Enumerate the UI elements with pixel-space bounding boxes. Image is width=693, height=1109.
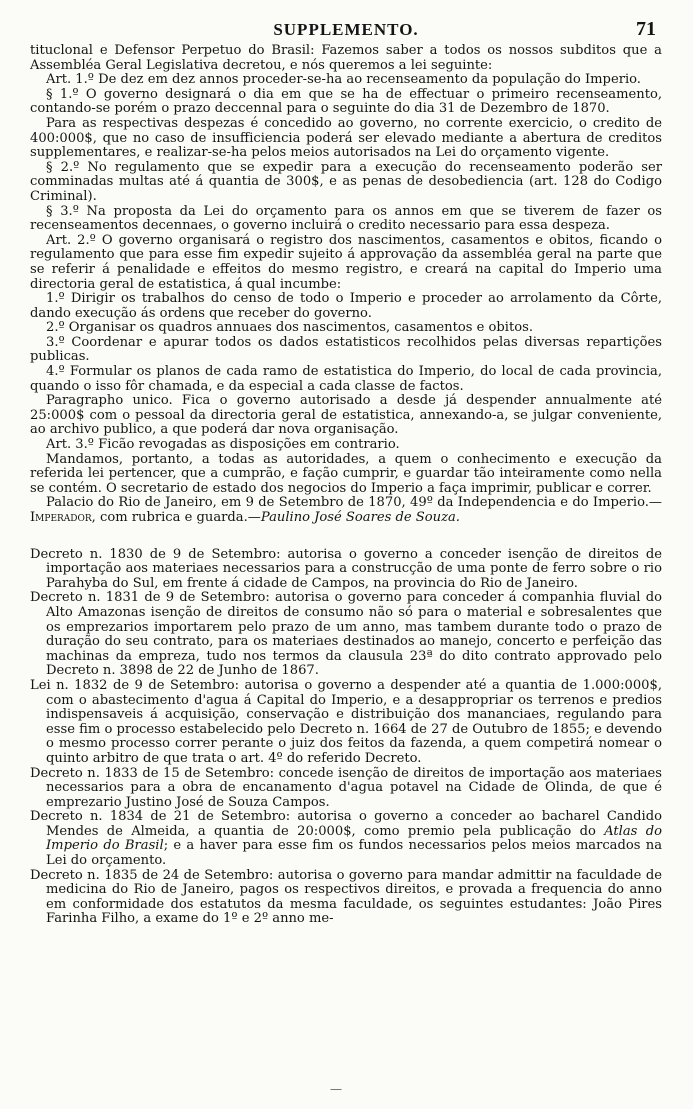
law-paragraph: tituclonal e Defensor Perpetuo do Brasil: Fazemos saber a todos os nossos subditos que a Assembléa Geral Legislativa decretou, e nós queremos a lei seguinte: <box>30 43 662 73</box>
footer-mark: — <box>330 1082 342 1096</box>
law-paragraph: Paragrapho unico. Fica o governo autorisado a desde já despender annualmente até 25:000$ com o pessoal da directoria geral de estatistica, annexando-a, se julgar conveniente, ao archivo publico, a que poderá dar nova organisação. <box>30 393 662 438</box>
signature-minister: Paulino José Soares de Souza. <box>260 510 460 525</box>
decree-entry: Decreto n. 1835 de 24 de Setembro: autorisa o governo para mandar admittir na faculdade de medicina do Rio de Janeiro, pagos os respectivos direitos, e provada a frequencia do anno em conformidade dos estatutos da mesma faculdade, os seguintes estudantes: João Pires Farinha Filho, a exame do 1º e 2º anno me- <box>30 867 662 927</box>
document-page <box>30 18 662 927</box>
law-article: Art. 3.º Ficão revogadas as disposições em contrario. <box>46 437 400 453</box>
law-paragraph: § 2.º No regulamento que se expedir para a execução do recenseamento poderão ser comminadas multas até á quantia de 300$, e as penas de desobediencia (art. 128 do Codigo Criminal). <box>30 159 662 204</box>
decree-list <box>30 548 662 927</box>
decree-text: ; e a haver para esse fim os fundos necessarios pelos meios marcados na Lei do orçamento. <box>46 838 663 869</box>
decree-title-italic: Atlas do Imperio do Brasil <box>46 823 662 854</box>
running-title: SUPPLEMENTO. <box>273 20 419 39</box>
law-paragraph: § 1.º O governo designará o dia em que se ha de effectuar o primeiro recenseamento, contando-se porém o prazo deccennal para o seguinte do dia 31 de Dezembro de 1870. <box>30 86 662 117</box>
law-text <box>30 44 662 526</box>
law-item: 3.º Coordenar e apurar todos os dados estatisticos recolhidos pelas diversas repartições publicas. <box>30 334 662 365</box>
law-signature <box>30 496 662 525</box>
decree-entry <box>30 810 662 868</box>
signature-middle: , com rubrica e guarda.— <box>91 510 261 525</box>
decree-entry: Lei n. 1832 de 9 de Setembro: autorisa o governo a despender até a quantia de 1.000:000$, com o abastecimento d'agua á Capital do Imperio, e a desappropriar os terrenos e predios indispensaveis á acquisição, conservação e distribuição dos mananciaes, regulando para esse fim o processo estabelecido pelo Decreto n. 1664 de 27 de Outubro de 1855; e devendo o mesmo processo correr perante o juiz dos feitos da fazenda, a quem competirá nomear o quinto arbitro de que trata o art. 4º do referido Decreto. <box>30 677 662 766</box>
page-number: 71 <box>636 18 656 40</box>
law-paragraph: Mandamos, portanto, a todas as autoridades, a quem o conhecimento e execução da referida lei pertencer, que a cumprão, e fação cumprir, e guardar tão inteiramente como nella se contém. O secretario de estado dos negocios do Imperio a faça imprimir, publicar e correr. <box>30 451 662 496</box>
signature-emperor: Imperador <box>30 510 92 525</box>
decree-entry: Decreto n. 1833 de 15 de Setembro: concede isenção de direitos de importação aos materiaes necessarios para a obra de encanamento d'agua potavel na Cidade de Olinda, de que é emprezario Justino José de Souza Campos. <box>30 765 662 810</box>
law-item: 2.º Organisar os quadros annuaes dos nascimentos, casamentos e obitos. <box>46 320 533 336</box>
decree-entry: Decreto n. 1831 de 9 de Setembro: autorisa o governo para conceder á companhia fluvial do Alto Amazonas isenção de direitos de consumo não só para o material e sobresalentes que os emprezarios importarem pelo prazo de um anno, mas tambem durante todo o prazo de duração do seu contrato, para os materiaes destinados ao manejo, concerto e perfeição das machinas da empreza, tudo nos termos da clausula 23ª do dito contrato approvado pelo Decreto n. 3898 de 22 de Junho de 1867. <box>30 590 662 679</box>
law-article: Art. 2.º O governo organisará o registro dos nascimentos, casamentos e obitos, ficando o regulamento que para esse fim expedir sujeito á approvação da assembléa geral na parte que se referir á penalidade e effeitos do mesmo registro, e creará na capital do Imperio uma directoria geral de estatistica, á qual incumbe: <box>30 232 662 292</box>
decree-text: Decreto n. 1834 de 21 de Setembro: autorisa o governo a conceder ao bacharel Candido Mendes de Almeida, a quantia de 20:000$, como premio pela publicação do <box>30 809 662 839</box>
page-header <box>30 18 662 44</box>
law-paragraph: § 3.º Na proposta da Lei do orçamento para os annos em que se tiverem de fazer os recenseamentos decennaes, o governo incluirá o credito necessario para essa despeza. <box>30 203 662 234</box>
decree-entry: Decreto n. 1830 de 9 de Setembro: autorisa o governo a conceder isenção de direitos de importação aos materiaes necessarios para a construcção de uma ponte de ferro sobre o rio Parahyba do Sul, em frente á cidade de Campos, na provincia do Rio de Janeiro. <box>30 546 662 591</box>
law-item: 1.º Dirigir os trabalhos do censo de todo o Imperio e proceder ao arrolamento da Côrte, dando execução ás ordens que receber do governo. <box>30 291 662 321</box>
law-item: 4.º Formular os planos de cada ramo de estatistica do Imperio, do local de cada provincia, quando o isso fôr chamada, e da especial a cada classe de factos. <box>30 364 662 394</box>
law-paragraph: Para as respectivas despezas é concedido ao governo, no corrente exercicio, o credito de 400:000$, que no caso de insufficiencia poderá ser elevado mediante a abertura de creditos supplementares, e realizar-se-ha pelos meios autorisados na Lei do orçamento vigente. <box>30 115 662 161</box>
signature-text: Palacio do Rio de Janeiro, em 9 de Setembro de 1870, 49º da Independencia e do Imperio.— <box>46 495 662 511</box>
law-article: Art. 1.º De dez em dez annos proceder-se-ha ao recenseamento da população do Imperio. <box>46 72 641 88</box>
section-gap <box>30 526 662 548</box>
